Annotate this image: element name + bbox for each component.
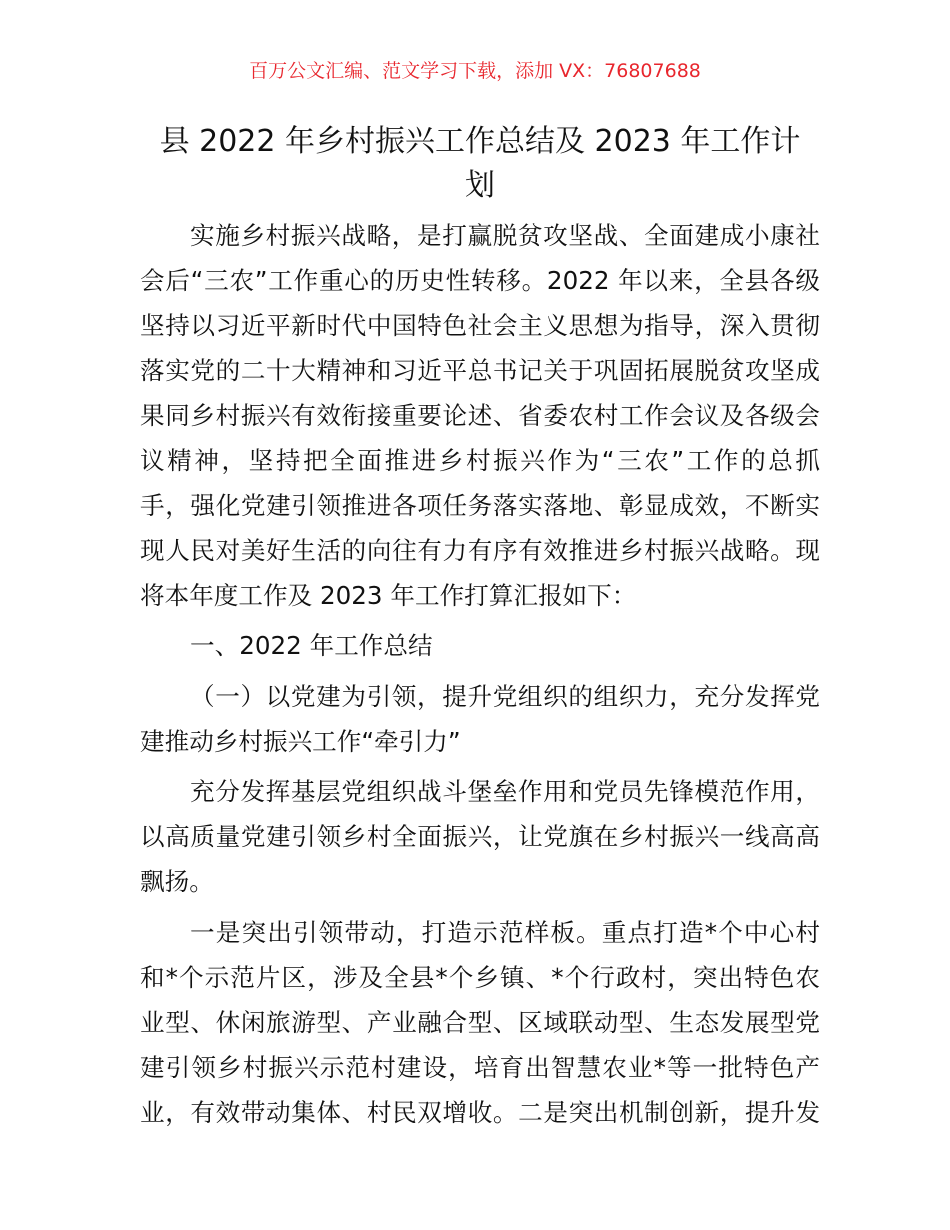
intro-line: 会后“三农”工作重心的历史性转移。2022 年以来，全县各级 [140,266,820,295]
document-title-line-2: 划 [465,168,495,203]
body-line: 建引领乡村振兴示范村建设，培育出智慧农业*等一批特色产 [140,1053,820,1082]
body-line: 飘扬。 [140,867,214,896]
body-line: 以高质量党建引领乡村全面振兴，让党旗在乡村振兴一线高高 [140,822,820,851]
intro-line: 手，强化党建引领推进各项任务落实落地、彰显成效，不断实 [140,491,820,520]
intro-line: 果同乡村振兴有效衔接重要论述、省委农村工作会议及各级会 [140,401,820,430]
document-title-line-1: 县 2022 年乡村振兴工作总结及 2023 年工作计 [159,124,801,159]
body-line: 业，有效带动集体、村民双增收。二是突出机制创新，提升发 [140,1098,820,1127]
intro-line: 现人民对美好生活的向往有力有序有效推进乡村振兴战略。现 [140,536,820,565]
intro-line: 议精神，坚持把全面推进乡村振兴作为“三农”工作的总抓 [140,446,820,475]
intro-line: 坚持以习近平新时代中国特色社会主义思想为指导，深入贯彻 [140,311,820,340]
intro-line: 实施乡村振兴战略，是打赢脱贫攻坚战、全面建成小康社 [190,221,820,250]
body-line: 充分发挥基层党组织战斗堡垒作用和党员先锋模范作用， [190,777,820,806]
body-line: 业型、休闲旅游型、产业融合型、区域联动型、生态发展型党 [140,1008,820,1037]
subsection-heading-line: 建推动乡村振兴工作“牵引力” [140,727,461,756]
subsection-heading-line: （一）以党建为引领，提升党组织的组织力，充分发挥党 [190,682,820,711]
watermark-banner: 百万公文汇编、范文学习下载，添加 VX：76807688 [249,60,701,82]
intro-line: 将本年度工作及 2023 年工作打算汇报如下： [140,581,637,610]
section-heading: 一、2022 年工作总结 [190,631,433,660]
body-line: 一是突出引领带动，打造示范样板。重点打造*个中心村 [190,918,820,947]
intro-line: 落实党的二十大精神和习近平总书记关于巩固拓展脱贫攻坚成 [140,356,820,385]
body-line: 和*个示范片区，涉及全县*个乡镇、*个行政村，突出特色农 [140,963,820,992]
